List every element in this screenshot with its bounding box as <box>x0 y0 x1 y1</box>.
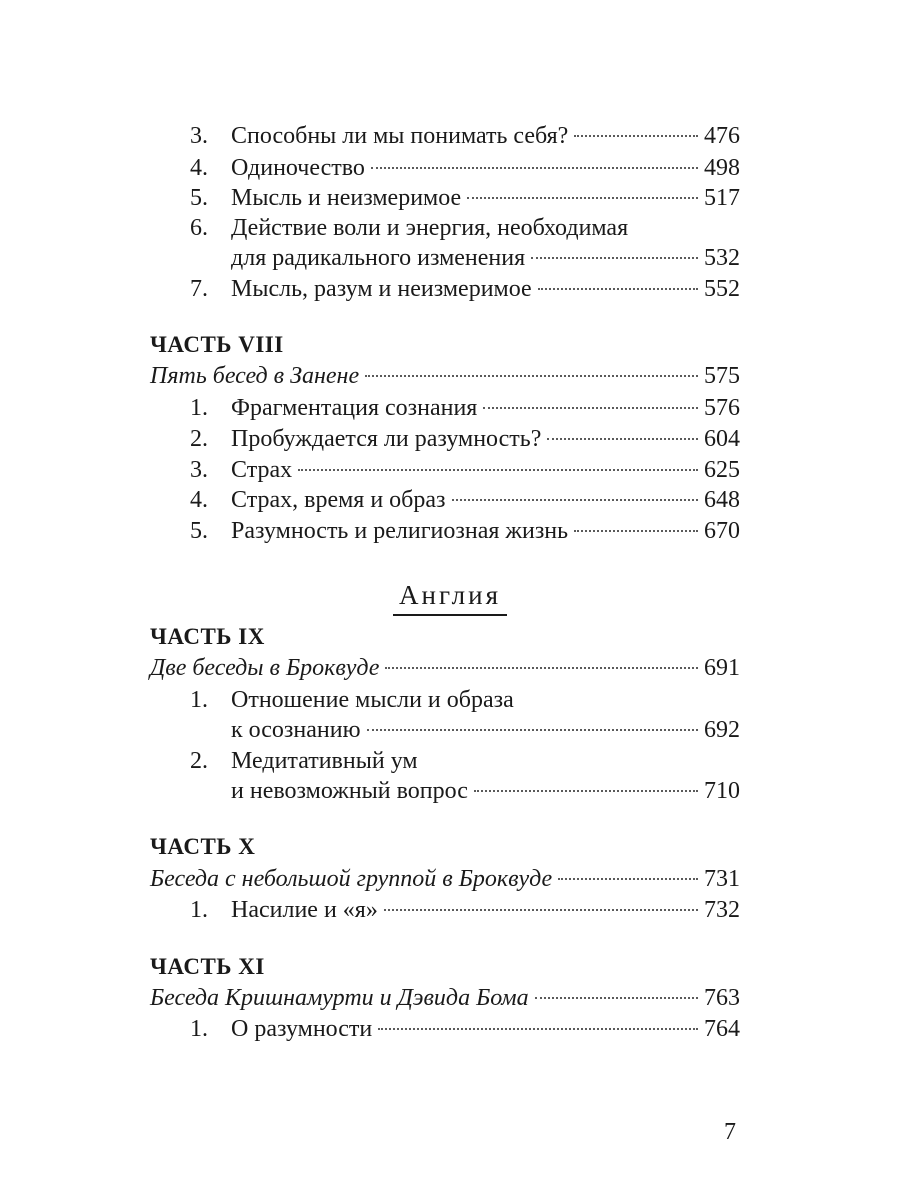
toc-entry-continuation <box>190 714 740 746</box>
toc-entry-first-line <box>190 212 740 244</box>
entry-title: О разумности <box>231 1016 373 1042</box>
entry-page: 710 <box>704 778 740 804</box>
toc-entry <box>190 894 740 926</box>
entry-page: 764 <box>704 1016 740 1042</box>
entry-number: 4. <box>190 155 208 181</box>
part-subtitle: Беседа с небольшой группой в Броквуде <box>150 866 553 892</box>
entry-page: 691 <box>704 655 740 681</box>
section-heading <box>0 578 900 618</box>
page-number: 7 <box>724 1119 736 1145</box>
dot-leader <box>474 790 698 792</box>
entry-number: 5. <box>190 518 208 544</box>
entry-page: 552 <box>704 276 740 302</box>
dot-leader <box>538 288 698 290</box>
entry-number: 5. <box>190 185 208 211</box>
dot-leader <box>547 438 698 440</box>
entry-page: 731 <box>704 866 740 892</box>
dot-leader <box>535 997 698 999</box>
entry-page: 604 <box>704 426 740 452</box>
toc-entry <box>190 152 740 184</box>
dot-leader <box>365 375 698 377</box>
dot-leader <box>574 135 698 137</box>
dot-leader <box>367 729 698 731</box>
toc-entry <box>190 182 740 214</box>
entry-number: 3. <box>190 123 208 149</box>
entry-title: к осознанию <box>231 717 361 743</box>
part-subtitle: Две беседы в Броквуде <box>150 655 380 681</box>
entry-title: Насилие и «я» <box>231 897 378 923</box>
entry-page: 575 <box>704 363 740 389</box>
part-subtitle: Беседа Кришнамурти и Дэвида Бома <box>150 985 529 1011</box>
entry-page: 625 <box>704 457 740 483</box>
section-title: Англия <box>393 578 507 616</box>
entry-page: 532 <box>704 245 740 271</box>
entry-title: Пробуждается ли разумность? <box>231 426 542 452</box>
entry-number: 6. <box>190 215 208 241</box>
entry-page: 692 <box>704 717 740 743</box>
toc-entry <box>190 1013 740 1045</box>
toc-entry-continuation <box>190 775 740 807</box>
entry-page: 763 <box>704 985 740 1011</box>
dot-leader <box>452 499 698 501</box>
dot-leader <box>558 878 698 880</box>
entry-number: 1. <box>190 395 208 421</box>
part-heading: ЧАСТЬ X <box>150 834 256 859</box>
entry-number: 1. <box>190 1016 208 1042</box>
dot-leader <box>385 667 698 669</box>
part-subtitle-entry <box>150 982 740 1014</box>
dot-leader <box>467 197 698 199</box>
entry-page: 670 <box>704 518 740 544</box>
entry-number: 3. <box>190 457 208 483</box>
toc-entry <box>190 120 740 152</box>
entry-title: Страх, время и образ <box>231 487 446 513</box>
entry-title: Разумность и религиозная жизнь <box>231 518 569 544</box>
dot-leader <box>483 407 698 409</box>
part-heading: ЧАСТЬ IX <box>150 624 265 649</box>
toc-entry <box>190 484 740 516</box>
part-subtitle-entry <box>150 360 740 392</box>
toc-entry <box>190 273 740 305</box>
entry-title: Способны ли мы понимать себя? <box>231 123 569 149</box>
toc-entry-first-line <box>190 684 740 716</box>
entry-number: 1. <box>190 687 208 713</box>
dot-leader <box>531 257 698 259</box>
entry-title: Медитативный ум <box>231 748 418 774</box>
entry-page: 576 <box>704 395 740 421</box>
part-subtitle: Пять бесед в Занене <box>150 363 360 389</box>
dot-leader <box>384 909 698 911</box>
dot-leader <box>298 469 698 471</box>
entry-title: Страх <box>231 457 293 483</box>
entry-number: 1. <box>190 897 208 923</box>
entry-title: и невозможный вопрос <box>231 778 468 804</box>
toc-entry <box>190 392 740 424</box>
toc-entry-continuation <box>190 242 740 274</box>
entry-page: 648 <box>704 487 740 513</box>
entry-number: 7. <box>190 276 208 302</box>
entry-page: 498 <box>704 155 740 181</box>
toc-entry-first-line <box>190 745 740 777</box>
entry-page: 517 <box>704 185 740 211</box>
part-subtitle-entry <box>150 652 740 684</box>
dot-leader <box>378 1028 698 1030</box>
entry-page: 476 <box>704 123 740 149</box>
entry-title: Мысль, разум и неизмеримое <box>231 276 532 302</box>
part-heading: ЧАСТЬ XI <box>150 954 265 979</box>
entry-title: Одиночество <box>231 155 365 181</box>
toc-entry <box>190 454 740 486</box>
dot-leader <box>574 530 698 532</box>
toc-entry <box>190 423 740 455</box>
entry-title: Отношение мысли и образа <box>231 687 514 713</box>
entry-title: Действие воли и энергия, необходимая <box>231 215 629 241</box>
entry-title: Фрагментация сознания <box>231 395 478 421</box>
toc-entry <box>190 515 740 547</box>
entry-number: 2. <box>190 748 208 774</box>
part-heading: ЧАСТЬ VIII <box>150 332 284 357</box>
entry-number: 4. <box>190 487 208 513</box>
part-subtitle-entry <box>150 863 740 895</box>
entry-number: 2. <box>190 426 208 452</box>
dot-leader <box>371 167 698 169</box>
entry-title: для радикального изменения <box>231 245 526 271</box>
entry-page: 732 <box>704 897 740 923</box>
entry-title: Мысль и неизмеримое <box>231 185 462 211</box>
